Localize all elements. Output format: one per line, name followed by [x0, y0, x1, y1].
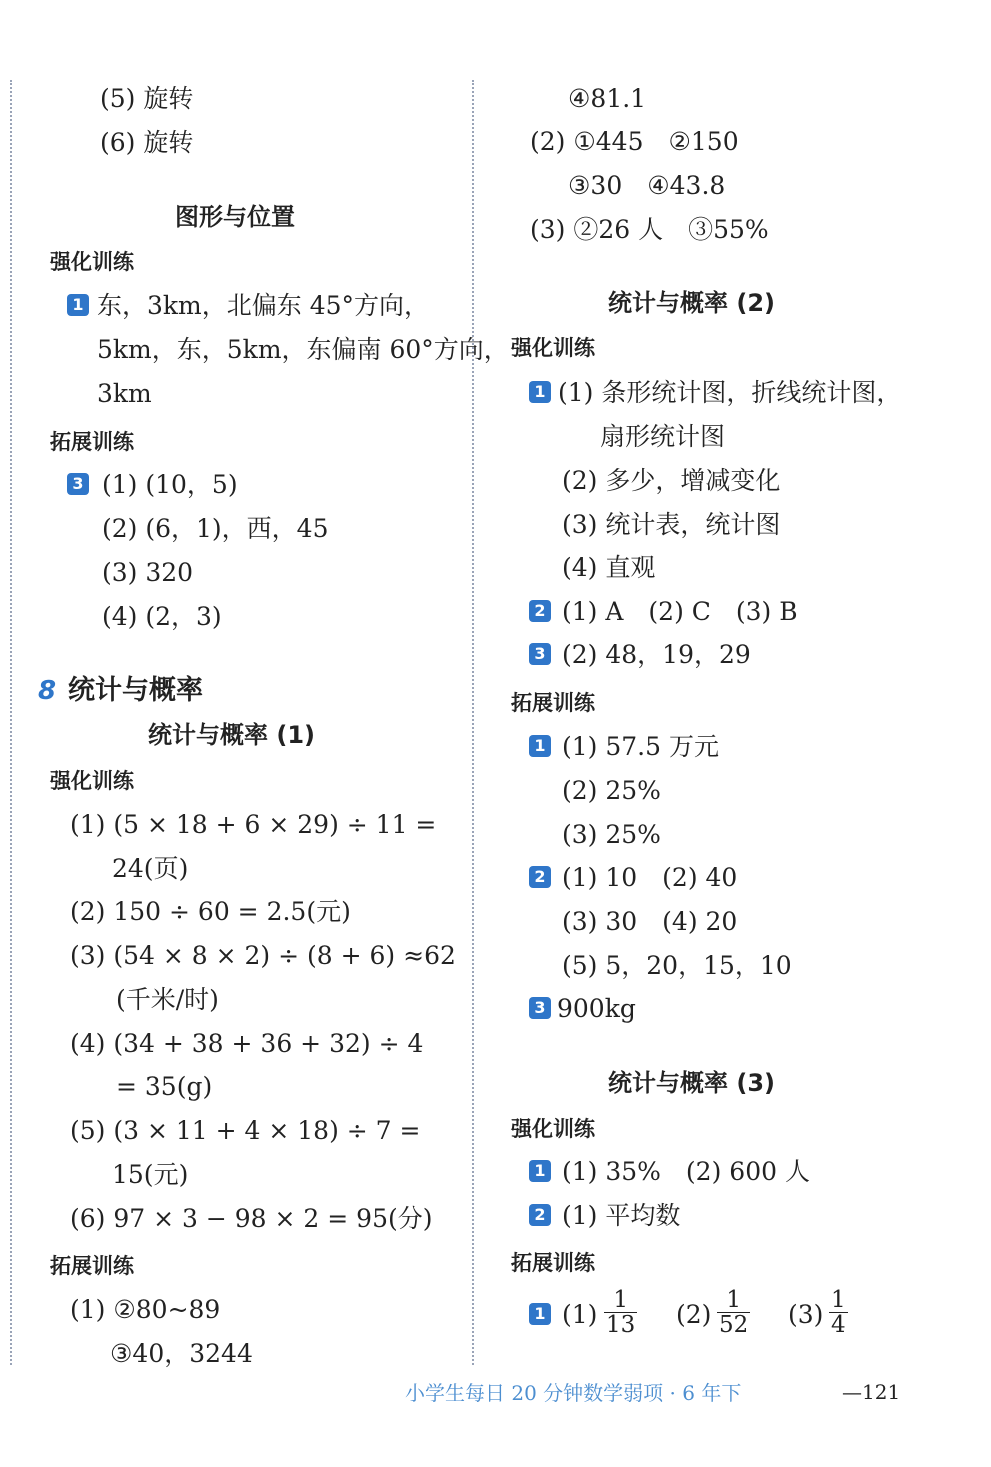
fraction [829, 1288, 848, 1337]
page-number: —121 [842, 1380, 901, 1404]
section-heading: 图形与位置 [175, 203, 295, 231]
answer-line: (2) 48，19，29 [562, 640, 751, 669]
answer-line: (2) 150 ÷ 60 = 2.5(元) [70, 897, 351, 926]
answer-line: 15(元) [112, 1160, 189, 1189]
question-number-badge: 3 [529, 997, 551, 1019]
answer-line: (4) (2，3) [102, 602, 222, 631]
fraction-denominator: 13 [606, 1312, 636, 1338]
chapter-title: 统计与概率 [68, 675, 203, 706]
answer-line: 扇形统计图 [600, 422, 726, 451]
answer-line: (1) 10 (2) 40 [562, 863, 738, 892]
answer-line: (3) (54 × 8 × 2) ÷ (8 + 6) ≈62 [70, 941, 456, 970]
answer-line: 24(页) [112, 854, 189, 883]
answer-line: (2) 多少，增减变化 [562, 466, 781, 495]
section-heading: 统计与概率 (3) [608, 1069, 775, 1097]
answer-line: (5) 5，20，15，10 [562, 951, 792, 980]
fraction [717, 1288, 750, 1337]
fraction-denominator: 52 [719, 1312, 749, 1338]
answer-line: (2) 25% [562, 776, 661, 805]
answer-line: = 35(g) [116, 1072, 213, 1101]
subsection-label: 强化训练 [511, 1117, 595, 1141]
answer-line: (1) A (2) C (3) B [562, 597, 798, 626]
answer-line: (6) 97 × 3 − 98 × 2 = 95(分) [70, 1204, 433, 1233]
answer-line: (千米/时) [116, 985, 219, 1014]
answer-line: 900kg [557, 994, 636, 1023]
subsection-label: 强化训练 [511, 336, 595, 360]
subsection-label: 强化训练 [50, 769, 134, 793]
answer-line: 东，3km，北偏东 45°方向， [97, 291, 430, 320]
subsection-label: 拓展训练 [511, 1251, 595, 1275]
answer-line: ③30 ④43.8 [568, 171, 726, 200]
answer-line: (5) (3 × 11 + 4 × 18) ÷ 7 = [70, 1116, 421, 1145]
fraction-numerator: 1 [831, 1287, 846, 1313]
fraction-label: (3) [788, 1300, 824, 1329]
answer-line: (3) 320 [102, 558, 194, 587]
answer-line: (6) 旋转 [100, 128, 194, 157]
answer-line: (4) 直观 [562, 553, 656, 582]
question-number-badge: 3 [67, 473, 89, 495]
answer-line: (1) 平均数 [562, 1201, 681, 1230]
answer-line: (1) 57.5 万元 [562, 732, 719, 761]
answer-line: (3) 30 (4) 20 [562, 907, 738, 936]
left-margin-rule [10, 80, 12, 1365]
section-heading: 统计与概率 (2) [608, 289, 775, 317]
fraction-label: (2) [676, 1300, 712, 1329]
answer-line: (1) (10，5) [102, 470, 238, 499]
fraction-numerator: 1 [726, 1287, 741, 1313]
answer-line: 3km [97, 379, 152, 408]
question-number-badge: 2 [529, 600, 551, 622]
subsection-label: 强化训练 [50, 250, 134, 274]
column-divider [472, 80, 474, 1365]
answer-line: (2) (6，1)，西，45 [102, 514, 329, 543]
answer-line: (3) 统计表，统计图 [562, 510, 781, 539]
answer-line: 5km，东，5km，东偏南 60°方向， [97, 335, 509, 364]
question-number-badge: 1 [529, 381, 551, 403]
answer-line: (1) (5 × 18 + 6 × 29) ÷ 11 = [70, 810, 437, 839]
question-number-badge: 3 [529, 643, 551, 665]
fraction [604, 1288, 637, 1337]
answer-line: (5) 旋转 [100, 84, 194, 113]
answer-line: ③40，3244 [110, 1339, 253, 1368]
fraction-numerator: 1 [613, 1287, 628, 1313]
question-number-badge: 2 [529, 866, 551, 888]
subsection-label: 拓展训练 [50, 1254, 134, 1278]
question-number-badge: 1 [67, 294, 89, 316]
question-number-badge: 1 [529, 1303, 551, 1325]
answer-line: (3) 25% [562, 820, 661, 849]
answer-line: (1) 条形统计图，折线统计图， [558, 378, 902, 407]
book-title-footer: 小学生每日 20 分钟数学弱项 · 6 年下 [405, 1381, 742, 1405]
subsection-label: 拓展训练 [50, 430, 134, 454]
question-number-badge: 1 [529, 735, 551, 757]
answer-line: (1) 35% (2) 600 人 [562, 1157, 810, 1186]
answer-line: ④81.1 [568, 84, 647, 113]
chapter-number: 8 [38, 676, 57, 706]
question-number-badge: 2 [529, 1204, 551, 1226]
answer-line: (2) ①445 ②150 [530, 127, 739, 156]
answer-line: (1) ②80~89 [70, 1295, 221, 1324]
fraction-label: (1) [562, 1300, 598, 1329]
subsection-label: 拓展训练 [511, 691, 595, 715]
section-heading: 统计与概率 (1) [148, 721, 315, 749]
answer-line: (3) ②26 人 ③55% [530, 215, 769, 244]
question-number-badge: 1 [529, 1160, 551, 1182]
fraction-denominator: 4 [831, 1312, 846, 1338]
answer-line: (4) (34 + 38 + 36 + 32) ÷ 4 [70, 1029, 424, 1058]
